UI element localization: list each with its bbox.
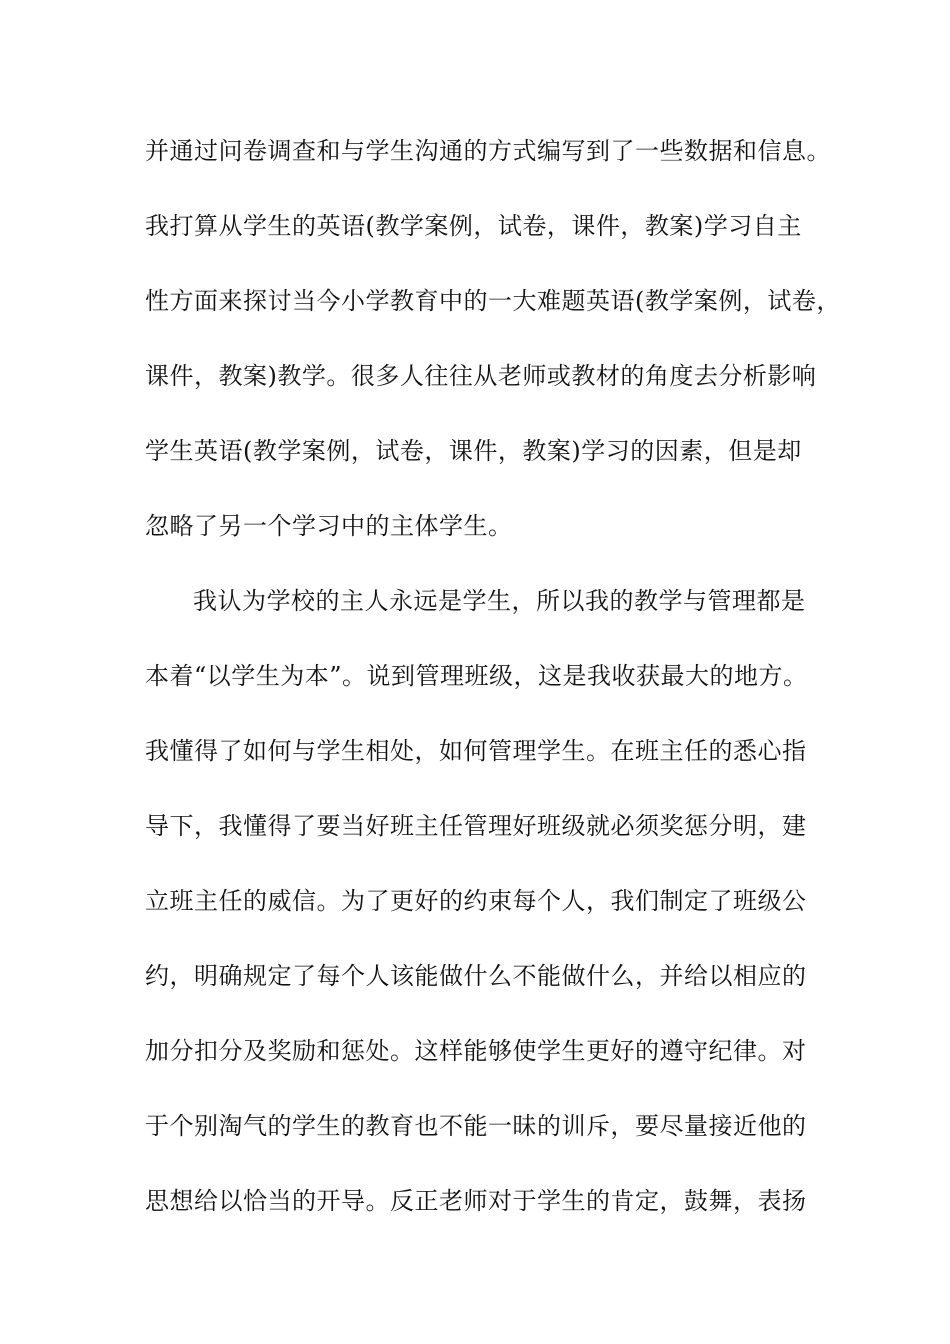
text-line: 并通过问卷调查和与学生沟通的方式编写到了一些数据和信息。 bbox=[145, 137, 831, 165]
text-line: 思想给以恰当的开导。反正老师对于学生的肯定，鼓舞，表扬 bbox=[145, 1187, 807, 1215]
text-line: 导下，我懂得了要当好班主任管理好班级就必须奖惩分明，建 bbox=[145, 812, 807, 840]
text-line: 立班主任的威信。为了更好的约束每个人，我们制定了班级公 bbox=[145, 887, 807, 915]
text-line: 课件，教案)教学。很多人往往从老师或教材的角度去分析影响 bbox=[145, 362, 817, 390]
text-line: 我打算从学生的英语(教学案例，试卷，课件，教案)学习自主 bbox=[145, 212, 802, 240]
text-line: 我懂得了如何与学生相处，如何管理学生。在班主任的悉心指 bbox=[145, 737, 807, 765]
text-line: 本着“以学生为本”。说到管理班级，这是我收获最大的地方。 bbox=[145, 662, 808, 690]
text-line: 忽略了另一个学习中的主体学生。 bbox=[145, 512, 513, 540]
text-line: 性方面来探讨当今小学教育中的一大难题英语(教学案例，试卷， bbox=[145, 287, 841, 315]
text-line: 约，明确规定了每个人该能做什么不能做什么，并给以相应的 bbox=[145, 962, 807, 990]
text-line: 学生英语(教学案例，试卷，课件，教案)学习的因素，但是却 bbox=[145, 437, 802, 465]
paragraph-first-line: 我认为学校的主人永远是学生，所以我的教学与管理都是 bbox=[193, 587, 806, 615]
text-line: 加分扣分及奖励和惩处。这样能够使学生更好的遵守纪律。对 bbox=[145, 1037, 807, 1065]
text-line: 于个别淘气的学生的教育也不能一昧的训斥，要尽量接近他的 bbox=[145, 1112, 807, 1140]
